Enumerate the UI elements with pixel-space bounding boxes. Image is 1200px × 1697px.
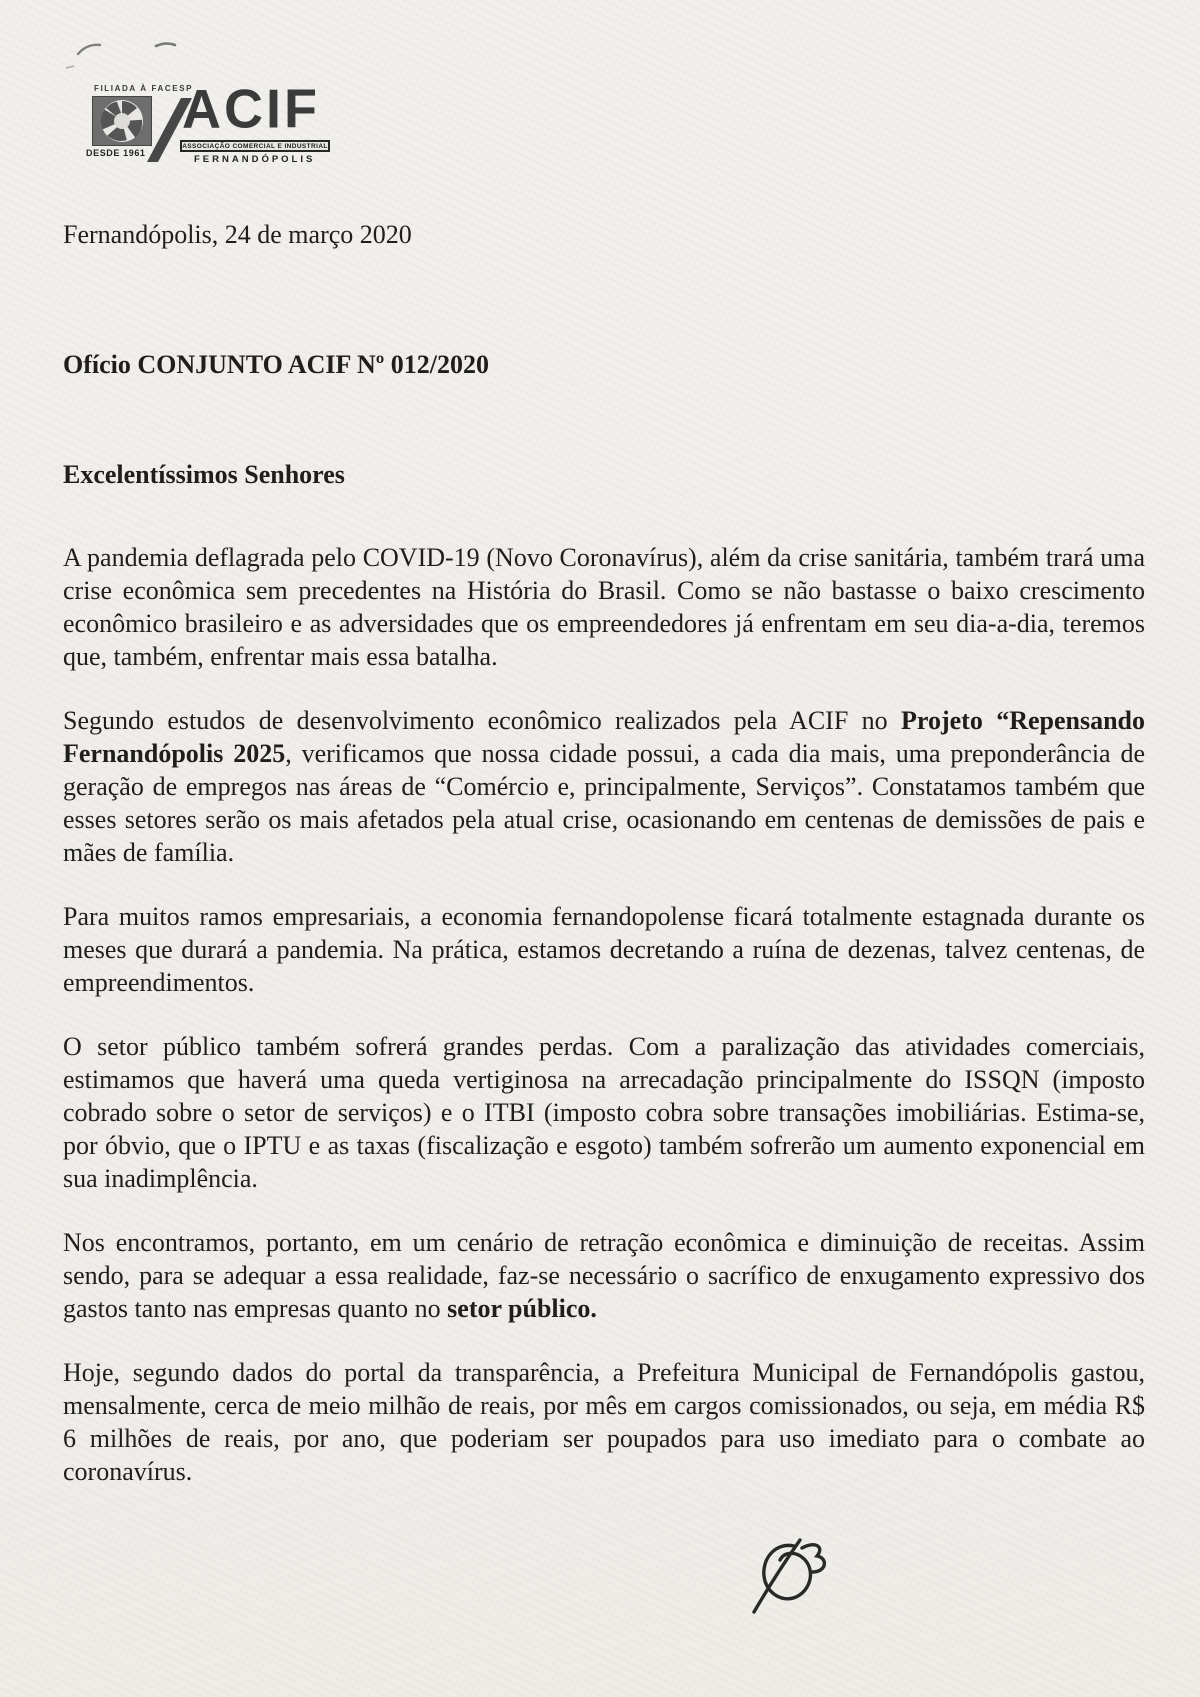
date-line: Fernandópolis, 24 de março 2020 [63, 220, 412, 249]
paragraph-segment: Nos encontramos, portanto, em um cenário de retração econômica e diminuição de receitas. Assim sendo, para se adequar a essa realidade, faz-se necessário o sacrífico de enxugamento expressivo dos gastos tanto nas empresas quanto no [63, 1228, 1145, 1323]
logo-org-bar [180, 140, 330, 152]
salutation: Excelentíssimos Senhores [63, 460, 345, 489]
paragraph-segment: Hoje, segundo dados do portal da transparência, a Prefeitura Municipal de Fernandópolis gastou, mensalmente, cerca de meio milhão de reais, por mês em cargos comissionados, ou seja, em média R$ 6 milhões de reais, por ano, que poderiam ser poupados para uso imediato para o combate ao coronavírus. [63, 1358, 1145, 1486]
paragraph-2 [63, 704, 1145, 869]
logo-affiliation-text: FILIADA À FACESP [94, 84, 194, 93]
logo-org-line1: ASSOCIAÇÃO COMERCIAL E INDUSTRIAL [182, 142, 328, 150]
paragraph-segment: Segundo estudos de desenvolvimento econômico realizados pela ACIF no [63, 706, 902, 735]
paragraph-segment: O setor público também sofrerá grandes perdas. Com a paralização das atividades comerciais, estimamos que haverá uma queda vertiginosa na arrecadação principalmente do ISSQN (imposto cobrado sobre o setor de serviços) e o ITBI (imposto cobra sobre transações imobiliárias. Estima-se, por óbvio, que o IPTU e as taxas (fiscalização e esgoto) também sofrerão um aumento exponencial em sua inadimplência. [63, 1032, 1145, 1193]
paragraph-segment-bold: setor público. [447, 1294, 597, 1323]
paragraph-segment-bold: Projeto “Repensando Fernandópolis 2025 [63, 706, 1146, 768]
pen-marks [60, 28, 200, 78]
subject-line: Ofício CONJUNTO ACIF Nº 012/2020 [63, 350, 490, 379]
logo-acronym-text: ACIF [182, 78, 320, 140]
paragraph-6 [63, 1356, 1145, 1488]
paragraph-segment: , verificamos que nossa cidade possui, a cada dia mais, uma preponderância de geração de empregos nas áreas de “Comércio e, principalmente, Serviços”. Constatamos também que esses setores serão os mais afetados pela atual crise, ocasionando em centenas de demissões de pais e mães de família. [63, 739, 1145, 867]
aperture-icon [92, 96, 152, 146]
paragraph-3 [63, 900, 1145, 999]
letter-body [63, 541, 1145, 1488]
acif-logo [78, 78, 328, 174]
handwritten-paraph-icon [740, 1532, 850, 1622]
paragraph-1 [63, 541, 1145, 673]
paragraph-5 [63, 1226, 1145, 1325]
logo-since-text: DESDE 1961 [86, 148, 146, 158]
paragraph-segment: Para muitos ramos empresariais, a economia fernandopolense ficará totalmente estagnada durante os meses que durará a pandemia. Na prática, estamos decretando a ruína de dezenas, talvez centenas, de empreendimentos. [63, 902, 1145, 997]
logo-org-line2: FERNANDÓPOLIS [194, 154, 316, 165]
paragraph-segment: A pandemia deflagrada pelo COVID-19 (Novo Coronavírus), além da crise sanitária, também trará uma crise econômica sem precedentes na História do Brasil. Como se não bastasse o baixo crescimento econômico brasileiro e as adversidades que os empreendedores já enfrentam em seu dia-a-dia, teremos que, também, enfrentar mais essa batalha. [63, 543, 1145, 671]
paragraph-4 [63, 1030, 1145, 1195]
